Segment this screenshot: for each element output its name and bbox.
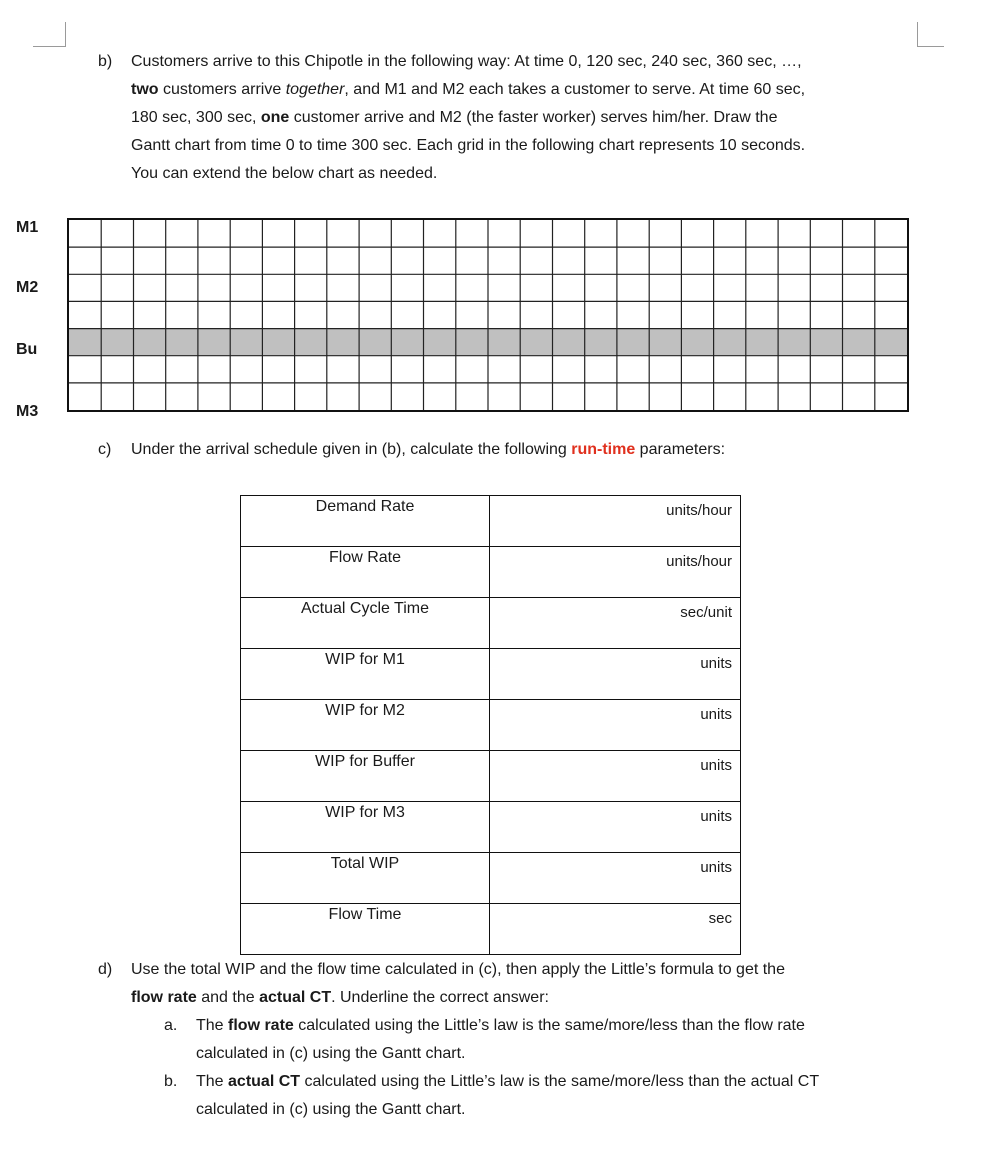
item-a-line-2: calculated in (c) using the Gantt chart. (196, 1045, 466, 1062)
row-label-buffer: Bu (16, 341, 38, 358)
param-unit[interactable]: units (490, 700, 741, 751)
part-d-line-2-text-b: . Underline the correct answer: (331, 989, 549, 1006)
part-d-line-2-text-a: and the (196, 989, 260, 1006)
corner-mark-right (917, 22, 944, 47)
param-unit[interactable]: units (490, 853, 741, 904)
part-b-line-3-text-a: 180 sec, 300 sec, (131, 109, 261, 126)
item-a-marker: a. (164, 1017, 178, 1034)
runtime-parameters-table (240, 495, 741, 955)
param-unit[interactable]: units (490, 751, 741, 802)
emphasis-actual-ct: actual CT (259, 989, 332, 1006)
part-c-text-b: parameters: (635, 441, 726, 458)
row-label-m2: M2 (16, 279, 39, 296)
table-row (241, 802, 741, 853)
emphasis-one: one (260, 109, 290, 126)
param-name: WIP for Buffer (241, 751, 490, 802)
param-unit[interactable]: units/hour (490, 547, 741, 598)
part-d-question (131, 956, 785, 1012)
part-b-line-1: Customers arrive to this Chipotle in the following way: At time 0, 120 sec, 240 sec, 360 sec, …, (131, 53, 802, 70)
param-name: WIP for M2 (241, 700, 490, 751)
table-row (241, 751, 741, 802)
item-b-text (196, 1068, 819, 1124)
emphasis-flow-rate: flow rate (131, 989, 197, 1006)
emphasis-actual-ct-b: actual CT (228, 1073, 301, 1090)
param-unit[interactable]: units (490, 802, 741, 853)
table-row (241, 598, 741, 649)
param-name: WIP for M1 (241, 649, 490, 700)
part-b-marker: b) (98, 53, 113, 70)
emphasis-flow-rate-a: flow rate (228, 1017, 294, 1034)
param-name: Flow Time (241, 904, 490, 955)
part-b-question (131, 48, 805, 188)
part-b-line-3-text-b: customer arrive and M2 (the faster worker) serves him/her. Draw the (289, 109, 778, 126)
item-a-line-1 (196, 1012, 805, 1040)
part-b-line-3 (131, 104, 805, 132)
runtime-highlight: run-time (571, 441, 636, 458)
item-b-text-1: The (196, 1073, 229, 1090)
param-name: Actual Cycle Time (241, 598, 490, 649)
part-b-line-2 (131, 76, 805, 104)
row-label-m1: M1 (16, 219, 39, 236)
param-name: WIP for M3 (241, 802, 490, 853)
gantt-chart-grid[interactable] (67, 218, 909, 412)
part-c-text-a: Under the arrival schedule given in (b), calculate the following (131, 441, 572, 458)
param-unit[interactable]: sec (490, 904, 741, 955)
param-name: Total WIP (241, 853, 490, 904)
gantt-grid-lines (69, 220, 907, 410)
param-name: Flow Rate (241, 547, 490, 598)
table-row (241, 700, 741, 751)
param-unit[interactable]: units/hour (490, 496, 741, 547)
param-unit[interactable]: units (490, 649, 741, 700)
item-a-text-2[interactable]: calculated using the Little’s law is the same/more/less than the flow rate (293, 1017, 805, 1034)
part-c-marker: c) (98, 441, 112, 458)
part-b-line-5: You can extend the below chart as needed. (131, 165, 438, 182)
param-name: Demand Rate (241, 496, 490, 547)
part-b-line-2-text-b: , and M1 and M2 each takes a customer to serve. At time 60 sec, (344, 81, 806, 98)
param-unit[interactable]: sec/unit (490, 598, 741, 649)
part-b-line-4: Gantt chart from time 0 to time 300 sec. Each grid in the following chart represents 10 seconds. (131, 137, 806, 154)
table-row (241, 649, 741, 700)
table-row (241, 496, 741, 547)
part-b-line-2-text-a: customers arrive (158, 81, 286, 98)
table-row (241, 904, 741, 955)
row-label-m3: M3 (16, 403, 39, 420)
part-d-line-2 (131, 984, 785, 1012)
table-row (241, 853, 741, 904)
corner-mark-left (33, 22, 66, 47)
emphasis-together: together (285, 81, 345, 98)
emphasis-two: two (131, 81, 159, 98)
table-row (241, 547, 741, 598)
item-b-text-2[interactable]: calculated using the Little’s law is the same/more/less than the actual CT (300, 1073, 820, 1090)
part-d-marker: d) (98, 961, 113, 978)
item-b-marker: b. (164, 1073, 178, 1090)
item-a-text-1: The (196, 1017, 229, 1034)
part-c-question (131, 436, 725, 464)
item-a-text (196, 1012, 805, 1068)
item-b-line-1 (196, 1068, 819, 1096)
item-b-line-2: calculated in (c) using the Gantt chart. (196, 1101, 466, 1118)
part-d-line-1: Use the total WIP and the flow time calculated in (c), then apply the Little’s formula to get the (131, 961, 785, 978)
